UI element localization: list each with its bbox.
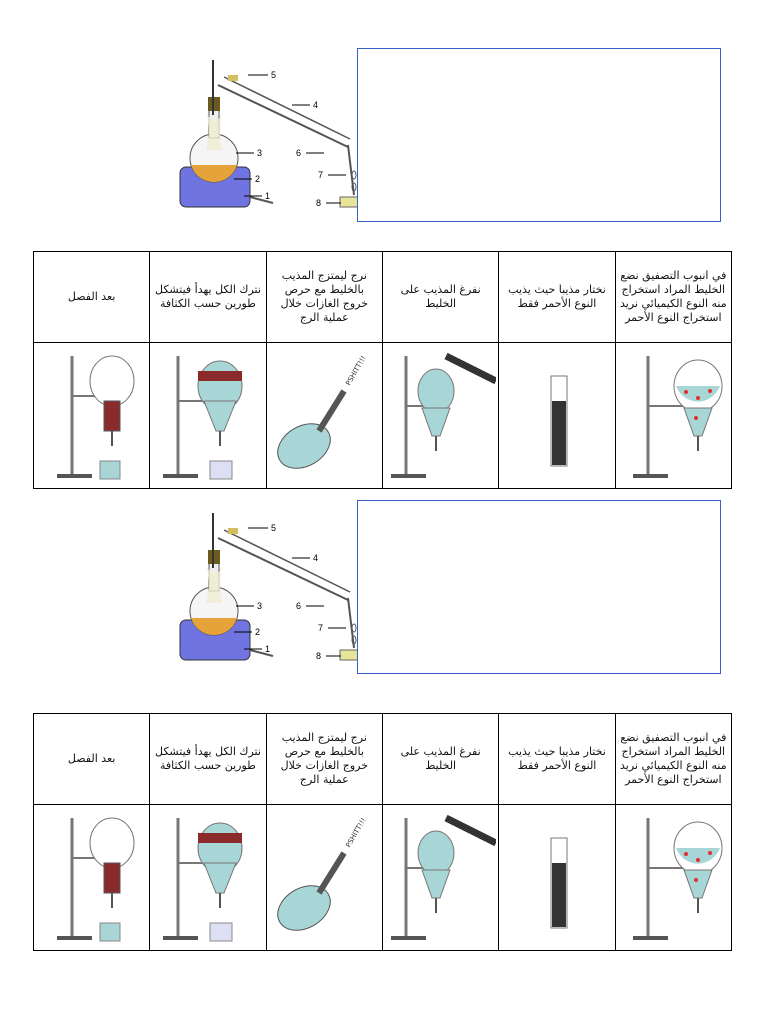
caption-pour-solvent: نفرغ المذيب على الخليط [382, 714, 498, 805]
shaking-funnel-image [269, 808, 379, 948]
caption-after-separation: بعد الفصل [34, 252, 150, 343]
label-1: 1 [265, 191, 271, 201]
label-4: 4 [313, 100, 319, 110]
caption-shake: نرج ليمتزج المذيب بالخليط مع حرص خروج الغازات خلال عملية الرج [266, 714, 382, 805]
label-5: 5 [271, 70, 277, 80]
separated-funnel-image [42, 346, 142, 486]
pouring-solvent-image [386, 808, 496, 948]
distillation-diagram-2 [178, 508, 358, 668]
settled-funnel-image [158, 346, 258, 486]
label-7: 7 [318, 623, 324, 633]
distillation-apparatus [178, 508, 358, 668]
answer-box-1[interactable] [357, 48, 721, 222]
label-2: 2 [255, 627, 261, 637]
caption-after-separation: بعد الفصل [34, 714, 150, 805]
label-1: 1 [265, 644, 271, 654]
label-5: 5 [271, 523, 277, 533]
separated-funnel-image [42, 808, 142, 948]
images-row [34, 805, 732, 951]
caption-shake: نرج ليمتزج المذيب بالخليط مع حرص خروج الغازات خلال عملية الرج [266, 252, 382, 343]
steps-table-1 [33, 251, 732, 489]
captions-row [34, 252, 732, 343]
label-6: 6 [296, 601, 302, 611]
label-4: 4 [313, 553, 319, 563]
shaking-funnel-image [269, 346, 379, 486]
label-3: 3 [257, 148, 263, 158]
label-3: 3 [257, 601, 263, 611]
distillation-diagram-1 [178, 55, 358, 215]
caption-choose-solvent: نختار مذيبا حيث يذيب النوع الأحمر فقط [499, 252, 615, 343]
mixture-funnel-image [618, 346, 728, 486]
graduated-cylinder-image [507, 808, 607, 948]
pouring-solvent-image [386, 346, 496, 486]
caption-settle: نترك الكل يهدأ فيتشكل طورين حسب الكثافة [150, 252, 266, 343]
answer-box-2[interactable] [357, 500, 721, 674]
label-7: 7 [318, 170, 324, 180]
captions-row [34, 714, 732, 805]
caption-choose-solvent: نختار مذيبا حيث يذيب النوع الأحمر فقط [499, 714, 615, 805]
caption-settle: نترك الكل يهدأ فيتشكل طورين حسب الكثافة [150, 714, 266, 805]
mixture-funnel-image [618, 808, 728, 948]
label-8: 8 [316, 651, 322, 661]
caption-pour-solvent: نفرغ المذيب على الخليط [382, 252, 498, 343]
caption-put-mixture: في انبوب التصفيق نضع الخليط المراد استخراج منه النوع الكيميائي نريد استخراج النوع الأحمر [615, 252, 731, 343]
label-8: 8 [316, 198, 322, 208]
label-6: 6 [296, 148, 302, 158]
shake-sound-text: PSHITT!!! [344, 354, 369, 387]
steps-table-2 [33, 713, 732, 951]
settled-funnel-image [158, 808, 258, 948]
label-2: 2 [255, 174, 261, 184]
distillation-apparatus [178, 55, 358, 215]
graduated-cylinder-image [507, 346, 607, 486]
caption-put-mixture: في انبوب التصفيق نضع الخليط المراد استخراج منه النوع الكيميائي نريد استخراج النوع الأحمر [615, 714, 731, 805]
shake-sound-text: PSHITT!!! [344, 816, 369, 849]
images-row [34, 343, 732, 489]
